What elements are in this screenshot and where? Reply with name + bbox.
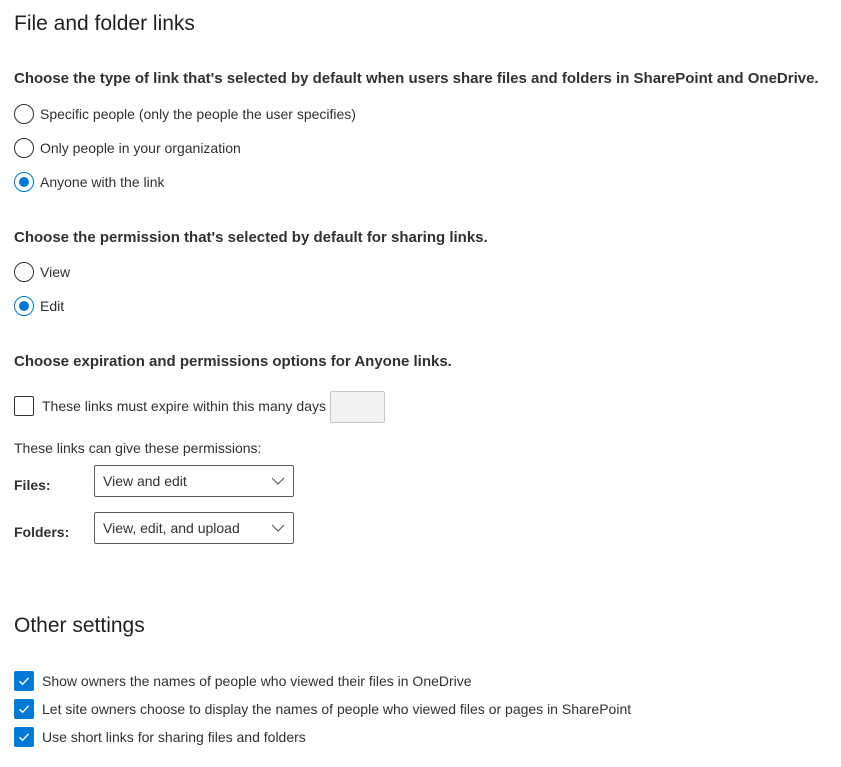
sharepoint-viewers-checkbox[interactable] [14, 699, 34, 719]
link-type-question: Choose the type of link that's selected by default when users share files and folders in SharePoint and OneDrive. [14, 70, 819, 87]
files-label: Files: [14, 477, 51, 493]
folders-permission-dropdown[interactable] [94, 512, 294, 544]
onedrive-viewers-checkbox[interactable] [14, 671, 34, 691]
sharepoint-viewers-label: Let site owners choose to display the names of people who viewed files or pages in SharePoint [42, 701, 632, 717]
permission-question: Choose the permission that's selected by default for sharing links. [14, 229, 488, 246]
expire-days-input[interactable] [330, 391, 385, 423]
expire-checkbox-row[interactable] [14, 396, 326, 416]
other-setting-row-sharepoint-viewers[interactable] [14, 699, 631, 719]
checkmark-icon [18, 675, 30, 687]
radio-specific-people[interactable] [14, 104, 34, 124]
short-links-checkbox[interactable] [14, 727, 34, 747]
radio-view[interactable] [14, 262, 34, 282]
radio-edit[interactable] [14, 296, 34, 316]
radio-organization[interactable] [14, 138, 34, 158]
anyone-links-question: Choose expiration and permissions options for Anyone links. [14, 353, 452, 370]
radio-label-organization: Only people in your organization [40, 140, 241, 156]
radio-label-anyone: Anyone with the link [40, 174, 165, 190]
checkmark-icon [18, 731, 30, 743]
radio-option-specific-people[interactable] [14, 104, 356, 124]
radio-anyone[interactable] [14, 172, 34, 192]
radio-label-edit: Edit [40, 298, 65, 314]
radio-option-anyone[interactable] [14, 172, 165, 192]
other-setting-row-onedrive-viewers[interactable] [14, 671, 472, 691]
radio-option-organization[interactable] [14, 138, 241, 158]
other-setting-row-short-links[interactable] [14, 727, 306, 747]
onedrive-viewers-label: Show owners the names of people who viewed their files in OneDrive [42, 673, 472, 689]
radio-label-specific-people: Specific people (only the people the user specifies) [40, 106, 356, 122]
radio-label-view: View [40, 264, 71, 280]
radio-option-view[interactable] [14, 262, 70, 282]
checkmark-icon [18, 703, 30, 715]
chevron-down-icon [271, 474, 285, 488]
section-title-other-settings: Other settings [14, 614, 145, 637]
folders-dropdown-value: View, edit, and upload [103, 520, 240, 536]
permissions-caption: These links can give these permissions: [14, 440, 262, 456]
short-links-label: Use short links for sharing files and folders [42, 729, 306, 745]
files-permission-dropdown[interactable] [94, 465, 294, 497]
expire-checkbox[interactable] [14, 396, 34, 416]
radio-option-edit[interactable] [14, 296, 64, 316]
expire-checkbox-label: These links must expire within this many days [42, 398, 326, 414]
files-dropdown-value: View and edit [103, 473, 187, 489]
section-title-file-folder-links: File and folder links [14, 12, 195, 35]
folders-label: Folders: [14, 524, 70, 540]
chevron-down-icon [271, 521, 285, 535]
